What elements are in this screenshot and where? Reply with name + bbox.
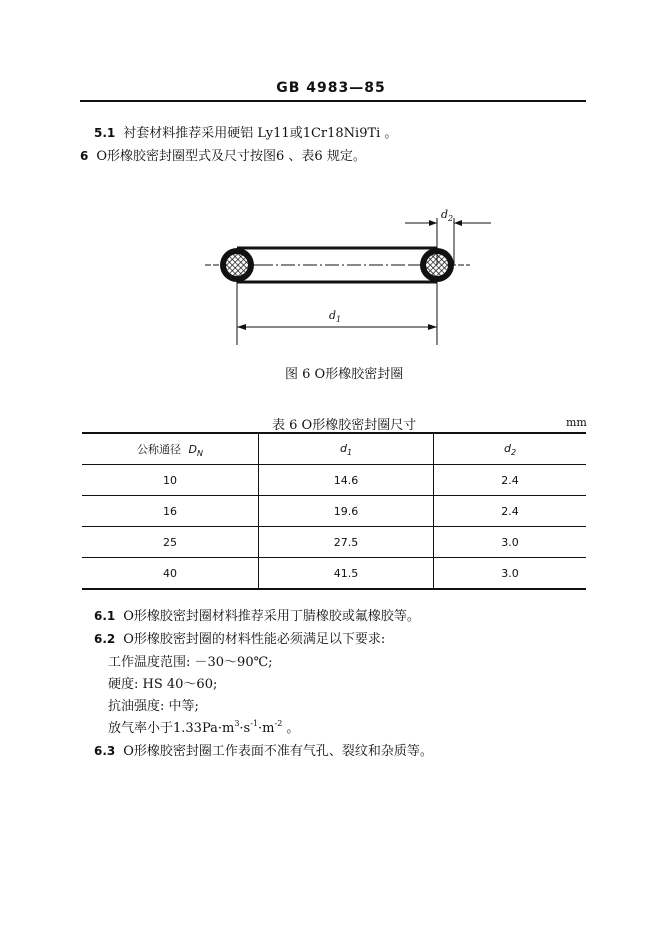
cell-d2: 2.4 (434, 465, 587, 496)
table-row (82, 465, 586, 496)
clause-5-1-text: 衬套材料推荐采用硬铝 Ly11或1Cr18Ni9Ti 。 (123, 126, 398, 141)
cell-d1: 41.5 (259, 558, 434, 590)
clause-5-1-number: 5.1 (94, 126, 116, 140)
cell-d1: 14.6 (259, 465, 434, 496)
table-title: 表 6 O形橡胶密封圈尺寸 (272, 418, 417, 433)
cell-dn: 10 (82, 465, 259, 496)
d2-label: $d_2$ (441, 208, 454, 223)
clause-6 (80, 145, 366, 164)
clause-6-1-number: 6.1 (94, 609, 116, 623)
clause-6-2-text: O形橡胶密封圈的材料性能必须满足以下要求: (123, 632, 386, 647)
cell-d2: 3.0 (434, 558, 587, 590)
requirement-oil-resistance: 抗油强度: 中等; (108, 699, 199, 714)
table-unit: mm (566, 416, 587, 429)
cell-dn: 40 (82, 558, 259, 590)
header-nominal-diameter: 公称通径 $D_N$ (82, 433, 259, 465)
clause-6-3 (94, 740, 433, 759)
requirement-hardness: 硬度: HS 40～60; (108, 677, 218, 692)
table-header-row (82, 433, 586, 465)
cell-d2: 3.0 (434, 527, 587, 558)
cell-d2: 2.4 (434, 496, 587, 527)
figure-caption: 图 6 O形橡胶密封圈 (285, 367, 404, 382)
clause-6-1 (94, 605, 420, 624)
cell-dn: 25 (82, 527, 259, 558)
d1-label: $d_1$ (329, 309, 342, 324)
standard-header: GB 4983—85 (276, 80, 386, 96)
clause-6-2 (94, 628, 385, 647)
cell-dn: 16 (82, 496, 259, 527)
header-d2: $d_2$ (434, 433, 587, 465)
header-rule (80, 100, 586, 102)
requirement-outgassing: 放气率小于$1.33Pa\cdot m^3\cdot s^{-1}\cdot m^{-2}$ 。 (108, 719, 300, 736)
cell-d1: 19.6 (259, 496, 434, 527)
clause-6-1-text: O形橡胶密封圈材料推荐采用丁腈橡胶或氟橡胶等。 (123, 609, 420, 624)
ring-left-section (220, 248, 254, 282)
table-row (82, 496, 586, 527)
table-row (82, 558, 586, 590)
clause-6-2-number: 6.2 (94, 632, 116, 646)
o-ring-dimensions-table (82, 432, 586, 590)
clause-6-3-text: O形橡胶密封圈工作表面不准有气孔、裂纹和杂质等。 (123, 744, 433, 759)
clause-6-text: O形橡胶密封圈型式及尺寸按图6 、表6 规定。 (96, 149, 366, 164)
clause-6-3-number: 6.3 (94, 744, 116, 758)
cell-d1: 27.5 (259, 527, 434, 558)
clause-5-1 (94, 122, 397, 141)
clause-6-number: 6 (80, 149, 89, 163)
header-d1: $d_1$ (259, 433, 434, 465)
requirement-temperature: 工作温度范围: －30～90℃; (108, 655, 273, 670)
table-row (82, 527, 586, 558)
